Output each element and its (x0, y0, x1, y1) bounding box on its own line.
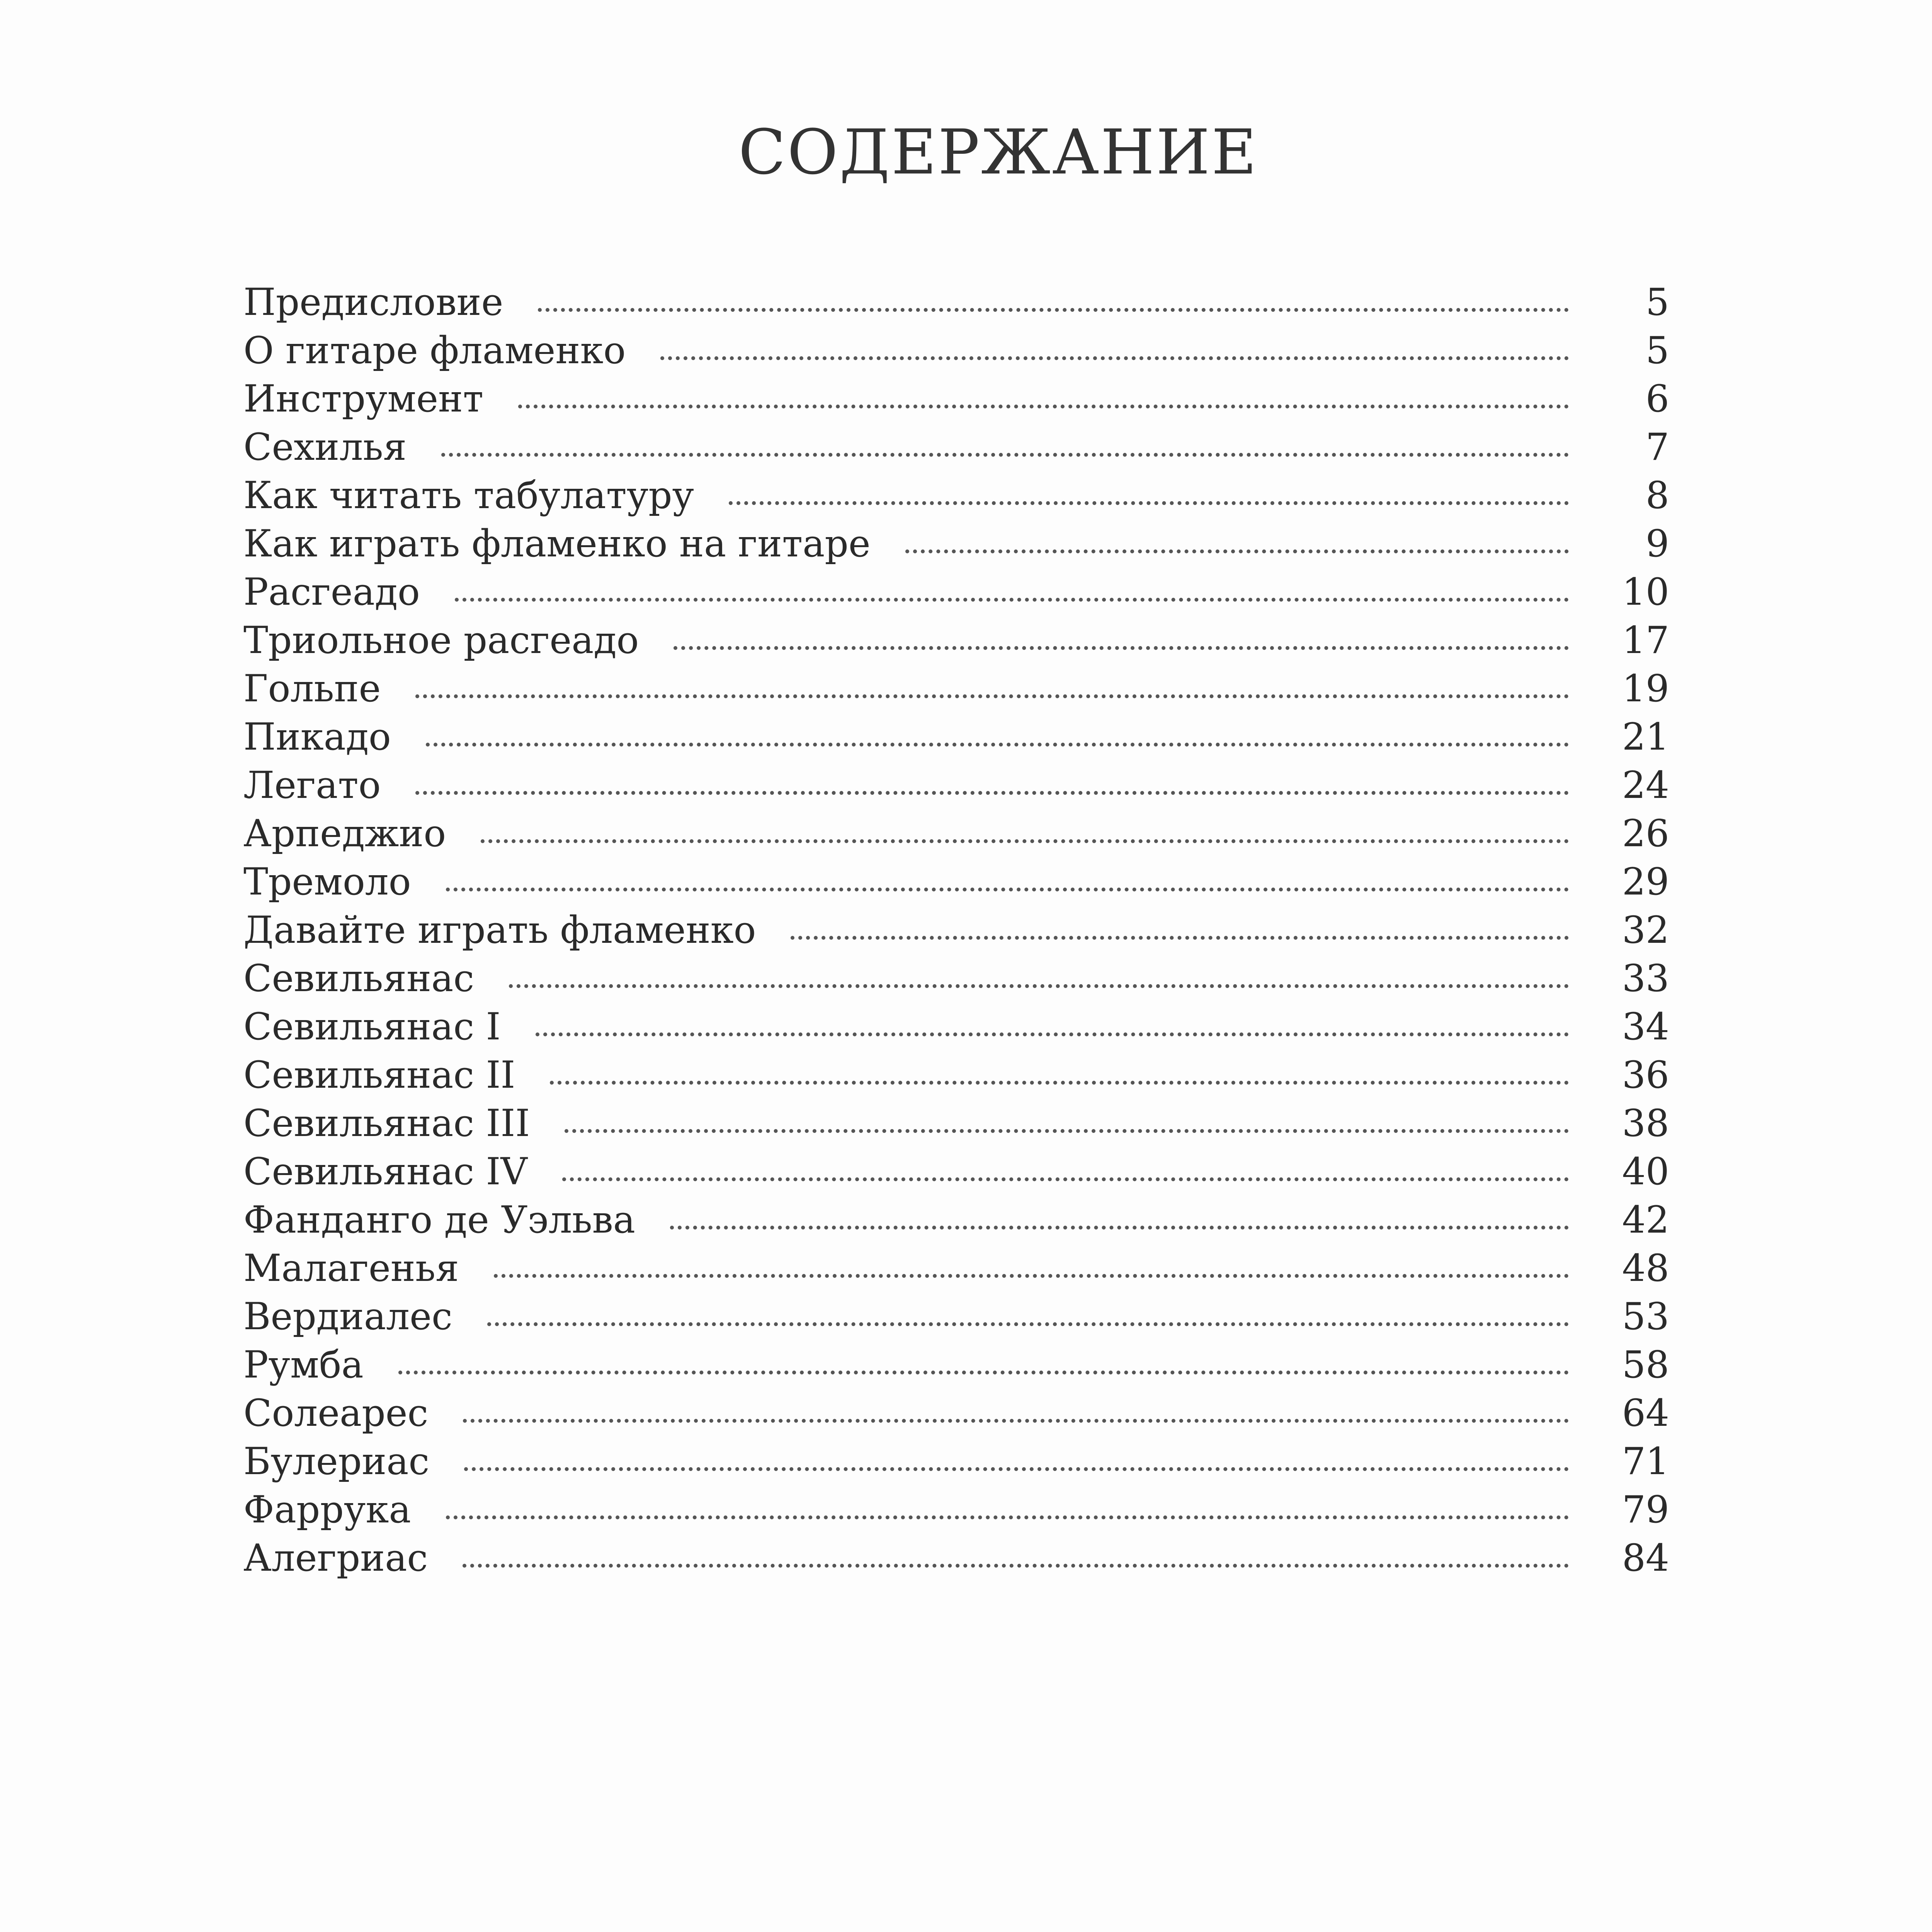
table-of-contents (243, 278, 1669, 1582)
toc-entry[interactable] (243, 1341, 1669, 1389)
toc-entry[interactable] (243, 375, 1669, 423)
toc-entry[interactable] (243, 713, 1669, 761)
toc-entry[interactable] (243, 1437, 1669, 1486)
dot-leader (398, 1371, 1569, 1374)
toc-entry-title: О гитаре фламенко (243, 329, 626, 372)
toc-entry[interactable] (243, 1293, 1669, 1341)
toc-entry[interactable] (243, 1051, 1669, 1099)
toc-entry-title: Расгеадо (243, 570, 420, 614)
toc-entry-title: Сехилья (243, 425, 407, 469)
dot-leader (536, 1032, 1569, 1036)
toc-entry-page: 5 (1645, 281, 1669, 324)
toc-entry-title: Севильянас (243, 957, 474, 1000)
toc-entry-page: 71 (1622, 1440, 1669, 1483)
toc-entry-page: 38 (1622, 1102, 1669, 1145)
dot-leader (729, 501, 1569, 505)
dot-leader (415, 791, 1569, 795)
dot-leader (673, 646, 1569, 650)
toc-entry[interactable] (243, 665, 1669, 713)
toc-entry-title: Давайте играть фламенко (243, 908, 756, 952)
toc-entry-page: 33 (1622, 957, 1669, 1000)
dot-leader (905, 549, 1569, 553)
toc-entry-page: 8 (1645, 474, 1669, 517)
dot-leader (464, 1467, 1569, 1471)
toc-entry[interactable] (243, 1003, 1669, 1051)
dot-leader (518, 405, 1569, 408)
toc-entry-page: 40 (1622, 1150, 1669, 1193)
dot-leader (538, 308, 1569, 312)
toc-entry[interactable] (243, 423, 1669, 471)
toc-entry[interactable] (243, 1244, 1669, 1293)
toc-entry-page: 42 (1622, 1198, 1669, 1242)
toc-entry-page: 7 (1645, 425, 1669, 469)
toc-entry-title: Арпеджио (243, 812, 446, 855)
toc-entry-page: 79 (1622, 1488, 1669, 1531)
toc-entry[interactable] (243, 810, 1669, 858)
toc-entry-title: Румба (243, 1343, 364, 1386)
toc-entry-title: Гольпе (243, 667, 381, 710)
toc-entry[interactable] (243, 1486, 1669, 1534)
toc-entry[interactable] (243, 1196, 1669, 1244)
toc-entry-page: 34 (1622, 1005, 1669, 1048)
toc-entry-page: 58 (1622, 1343, 1669, 1386)
dot-leader (791, 936, 1569, 940)
toc-entry[interactable] (243, 858, 1669, 906)
page-title: СОДЕРЖАНИЕ (738, 116, 1258, 188)
toc-entry[interactable] (243, 954, 1669, 1003)
toc-entry[interactable] (243, 616, 1669, 665)
toc-entry-title: Как играть фламенко на гитаре (243, 522, 871, 565)
toc-entry-title: Фанданго де Уэльва (243, 1198, 635, 1242)
toc-entry-title: Булериас (243, 1440, 430, 1483)
toc-entry-title: Малагенья (243, 1247, 459, 1290)
dot-leader (660, 356, 1569, 360)
dot-leader (446, 888, 1569, 891)
toc-entry-title: Предисловие (243, 281, 503, 324)
toc-entry-title: Легато (243, 764, 381, 807)
toc-entry-page: 29 (1622, 860, 1669, 903)
toc-entry[interactable] (243, 471, 1669, 520)
dot-leader (562, 1177, 1569, 1181)
toc-entry-title: Севильянас III (243, 1102, 530, 1145)
dot-leader (550, 1081, 1569, 1085)
toc-entry-title: Алегриас (243, 1536, 428, 1580)
dot-leader (494, 1274, 1569, 1278)
dot-leader (670, 1226, 1569, 1230)
toc-entry-title: Фаррука (243, 1488, 411, 1531)
toc-entry-title: Как читать табулатуру (243, 474, 694, 517)
toc-entry-page: 36 (1622, 1053, 1669, 1097)
toc-entry-page: 84 (1622, 1536, 1669, 1580)
toc-entry-title: Севильянас IV (243, 1150, 527, 1193)
toc-entry-page: 32 (1622, 908, 1669, 952)
dot-leader (426, 743, 1569, 747)
toc-entry[interactable] (243, 520, 1669, 568)
toc-entry[interactable] (243, 1148, 1669, 1196)
toc-entry-page: 10 (1622, 570, 1669, 614)
toc-entry-title: Инструмент (243, 377, 484, 420)
toc-entry[interactable] (243, 1534, 1669, 1582)
toc-entry[interactable] (243, 327, 1669, 375)
dot-leader (509, 984, 1569, 988)
toc-entry-page: 5 (1645, 329, 1669, 372)
toc-entry[interactable] (243, 1099, 1669, 1148)
toc-entry-title: Тремоло (243, 860, 411, 903)
toc-entry[interactable] (243, 1389, 1669, 1437)
toc-entry-page: 53 (1622, 1295, 1669, 1338)
toc-entry-title: Пикадо (243, 715, 391, 759)
toc-entry-page: 6 (1645, 377, 1669, 420)
dot-leader (415, 694, 1569, 698)
toc-entry-title: Вердиалес (243, 1295, 452, 1338)
toc-entry[interactable] (243, 761, 1669, 810)
toc-entry-title: Севильянас II (243, 1053, 515, 1097)
dot-leader (455, 598, 1569, 602)
toc-entry-page: 48 (1622, 1247, 1669, 1290)
dot-leader (441, 453, 1569, 457)
toc-entry-page: 19 (1622, 667, 1669, 710)
dot-leader (463, 1419, 1569, 1423)
dot-leader (446, 1515, 1569, 1519)
toc-entry-title: Солеарес (243, 1391, 429, 1435)
toc-entry-page: 21 (1622, 715, 1669, 759)
dot-leader (481, 839, 1569, 843)
toc-entry-page: 9 (1645, 522, 1669, 565)
toc-entry[interactable] (243, 906, 1669, 954)
toc-entry-page: 24 (1622, 764, 1669, 807)
dot-leader (565, 1129, 1569, 1133)
toc-entry-page: 64 (1622, 1391, 1669, 1435)
toc-entry-title: Севильянас I (243, 1005, 501, 1048)
toc-entry[interactable] (243, 568, 1669, 616)
toc-entry-page: 17 (1622, 619, 1669, 662)
dot-leader (463, 1564, 1569, 1568)
toc-entry[interactable] (243, 278, 1669, 327)
toc-entry-title: Триольное расгеадо (243, 619, 639, 662)
toc-entry-page: 26 (1622, 812, 1669, 855)
dot-leader (487, 1322, 1569, 1326)
